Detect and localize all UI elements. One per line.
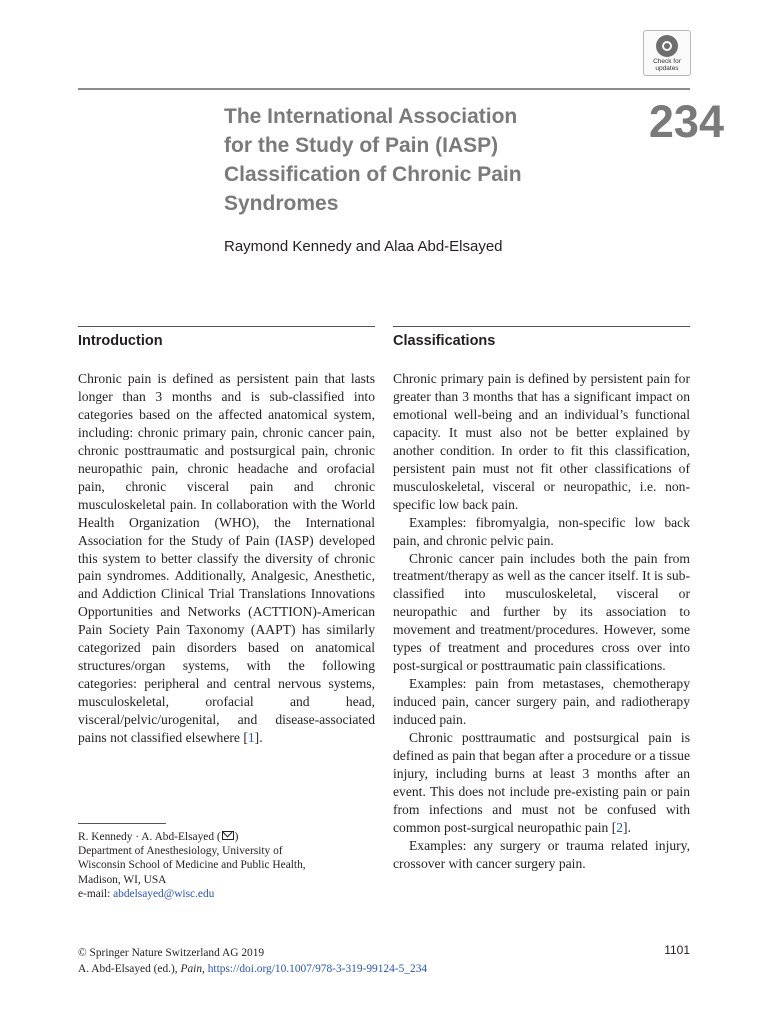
introduction-column (78, 370, 375, 747)
footnote-rule (78, 823, 166, 824)
email-label: e-mail: (78, 887, 114, 900)
footnote-authors: R. Kennedy · A. Abd-Elsayed ( (78, 831, 221, 843)
introduction-text-end: ]. (254, 730, 263, 746)
header-rule (78, 88, 690, 90)
classifications-paragraph-3: Chronic cancer pain includes both the pain from treatment/therapy as well as the cancer itself. It is sub-classified into musculoskeletal, visceral or neuropathic and further by its association to movement and treatment/procedures. However, some types of treatment and procedures cross over into post-surgical or posttraumatic pain classifications. (393, 550, 690, 674)
reference-link-2[interactable]: 2 (616, 819, 624, 835)
introduction-paragraph (78, 370, 375, 747)
citation-prefix: A. Abd-Elsayed (ed.), (78, 962, 181, 975)
introduction-text: Chronic pain is defined as persistent pain that lasts longer than 3 months and is sub-classified into categories based on the affected anatomical system, including: chronic primary pain, chronic cancer pain, chronic posttraumatic and postsurgical pain, chronic neuropathic pain, chronic headache and orofacial pain, chronic visceral pain and chronic musculoskeletal pain. In collaboration with the World Health Organization (WHO), the International Association for the Study of Pain (IASP) developed this system to better classify the diversity of chronic pain syndromes. Additionally, Analgesic, Anesthetic, and Addiction Clinical Trial Translations Innovations Opportunities and Networks (ACTTION)-American Pain Society Pain Taxonomy (AAPT) has similarly categorized pain disorders based on anatomical structures/organ systems, with the following categories: peripheral and central nervous systems, musculoskeletal, orofacial and head, visceral/pelvic/urogenital, and disease-associated pains not classified elsewhere [ (78, 371, 375, 746)
footnote-affiliation-3: Madison, WI, USA (78, 873, 167, 886)
envelope-icon[interactable] (222, 831, 234, 840)
classifications-p5-end: ]. (623, 819, 631, 835)
section-rule-right (393, 326, 690, 327)
check-for-updates-badge[interactable] (643, 30, 691, 76)
citation-line (78, 962, 578, 978)
footnote-authors-end: ) (234, 831, 239, 843)
classifications-heading: Classifications (393, 333, 496, 349)
badge-label-line1: Check for (653, 58, 681, 65)
citation-book-title: Pain (180, 962, 203, 975)
chapter-title: The International Association for the Study of Pain (IASP) Classification of Chronic Pain Syndromes (224, 105, 522, 215)
copyright-line: © Springer Nature Switzerland AG 2019 (78, 947, 265, 959)
classifications-paragraph-4: Examples: pain from metastases, chemotherapy induced pain, cancer surgery pain, and radiotherapy induced pain. (393, 676, 690, 728)
publication-footer (78, 946, 578, 977)
introduction-heading: Introduction (78, 333, 163, 349)
classifications-paragraph-2: Examples: fibromyalgia, non-specific low back pain, and chronic pelvic pain. (393, 514, 690, 548)
doi-link[interactable]: https://doi.org/10.1007/978-3-319-99124-5_234 (207, 962, 428, 975)
footnote-affiliation-1: Department of Anesthesiology, University of (78, 845, 283, 858)
classifications-column (393, 370, 690, 873)
classifications-paragraph-5 (393, 729, 690, 837)
footnote-email-line (78, 887, 375, 901)
page-number: 1101 (664, 943, 690, 957)
author-footnote (78, 830, 375, 901)
citation-separator: , (202, 962, 208, 975)
footnote-authors-line (78, 830, 375, 844)
chapter-number: 234 (648, 96, 724, 147)
email-link[interactable]: abdelsayed@wisc.edu (113, 887, 215, 900)
chapter-authors: Raymond Kennedy and Alaa Abd-Elsayed (224, 238, 503, 255)
bookmark-icon (656, 35, 678, 57)
classifications-paragraph-1: Chronic primary pain is defined by persistent pain for greater than 3 months that has a significant impact on emotional well-being and an individual’s functional capacity. It must also not be better explained by another condition. In order to fit this classification, persistent pain must not fit other classifications of musculoskeletal, visceral or neuropathic, i.e. non-specific low back pain. (393, 371, 690, 512)
classifications-paragraph-6: Examples: any surgery or trauma related injury, crossover with cancer surgery pain. (393, 837, 690, 871)
reference-link-1[interactable]: 1 (247, 730, 255, 746)
badge-label-line2: updates (655, 65, 679, 72)
classifications-p5-text: Chronic posttraumatic and postsurgical pain is defined as pain that began after a procedure or a tissue injury, including burns at least 3 months after an event. This does not include pre-existing pain or pain from infections and must not be confused with common post-surgical neuropathic pain [ (393, 730, 690, 835)
section-rule-left (78, 326, 375, 327)
footnote-affiliation-2: Wisconsin School of Medicine and Public Health, (78, 859, 306, 872)
